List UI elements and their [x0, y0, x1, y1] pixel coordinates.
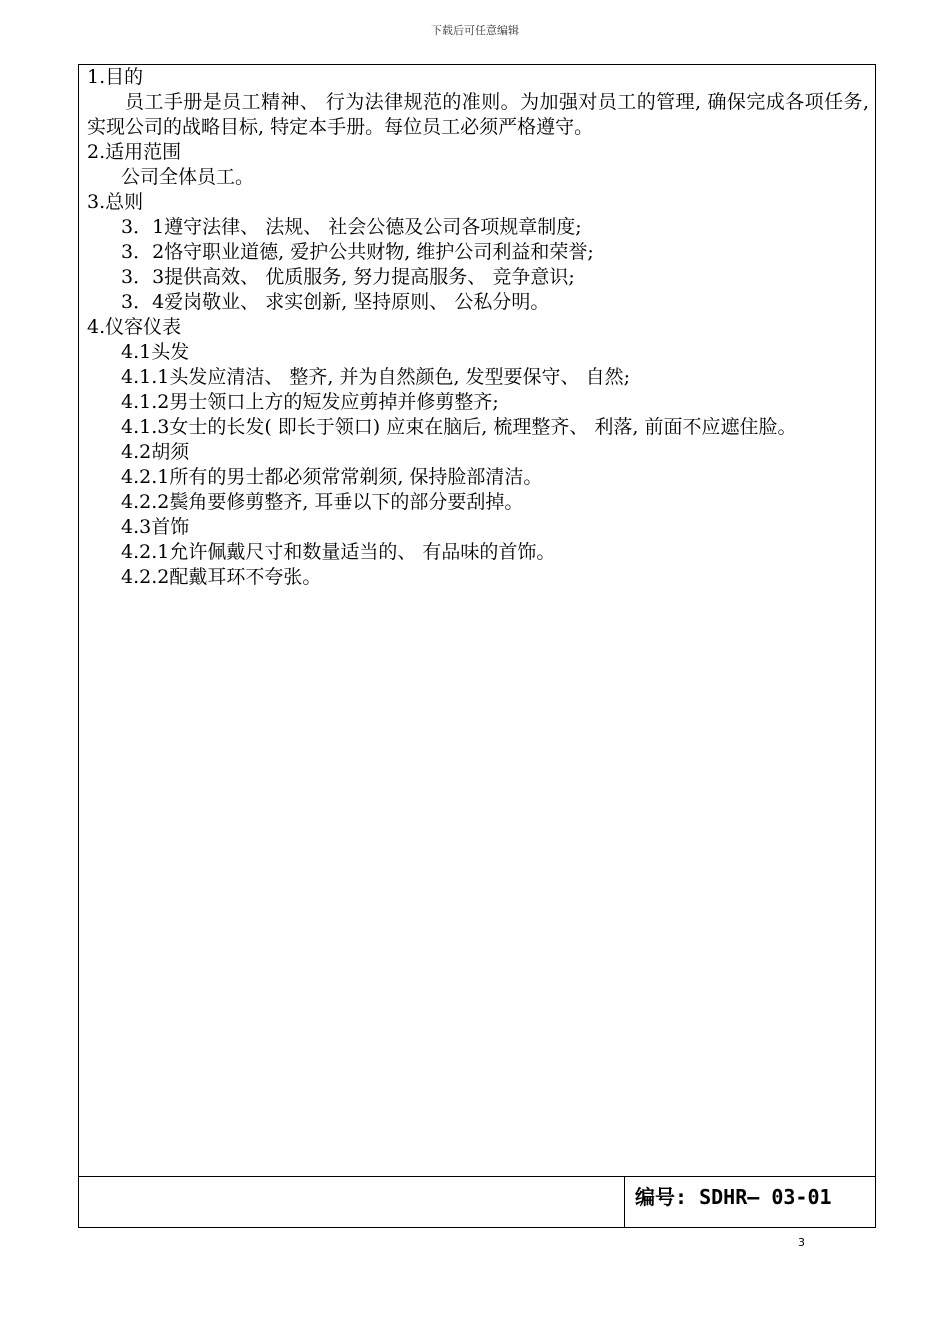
subsection-beard-title: 4.2胡须 — [121, 441, 190, 463]
section-purpose-text: 员工手册是员工精神、 行为法律规范的准则。为加强对员工的管理, 确保完成各项任务, 实现公司的战略目标, 特定本手册。每位员工必须严格遵守。 — [87, 91, 869, 138]
general-item: 3．1遵守法律、 法规、 社会公德及公司各项规章制度; — [121, 216, 582, 238]
beard-item: 4.2.1所有的男士都必须常常剃须, 保持脸部清洁。 — [121, 466, 543, 488]
section-scope-text: 公司全体员工。 — [121, 166, 255, 188]
general-item: 3．3提供高效、 优质服务, 努力提高服务、 竞争意识; — [121, 266, 575, 288]
hair-item: 4.1.1头发应清洁、 整齐, 并为自然颜色, 发型要保守、 自然; — [121, 366, 630, 388]
page-number: 3 — [798, 1236, 805, 1249]
subsection-hair-title: 4.1头发 — [121, 341, 190, 363]
section-general-title: 3.总则 — [87, 191, 144, 213]
general-item: 3．2恪守职业道德, 爱护公共财物, 维护公司利益和荣誉; — [121, 241, 594, 263]
jewelry-item: 4.2.2配戴耳环不夸张。 — [121, 566, 322, 588]
footer-row — [79, 1176, 875, 1227]
document-content — [87, 65, 869, 590]
page-header: 下载后可任意编辑 — [431, 24, 519, 37]
section-purpose-title: 1.目的 — [87, 66, 144, 88]
section-scope-title: 2.适用范围 — [87, 141, 182, 163]
hair-item: 4.1.2男士领口上方的短发应剪掉并修剪整齐; — [121, 391, 499, 413]
section-appearance-title: 4.仪容仪表 — [87, 316, 182, 338]
subsection-jewelry-title: 4.3首饰 — [121, 516, 190, 538]
general-item: 3．4爱岗敬业、 求实创新, 坚持原则、 公私分明。 — [121, 291, 550, 313]
document-code: 编号: SDHR— 03-01 — [635, 1185, 832, 1209]
beard-item: 4.2.2鬓角要修剪整齐, 耳垂以下的部分要刮掉。 — [121, 491, 524, 513]
jewelry-item: 4.2.1允许佩戴尺寸和数量适当的、 有品味的首饰。 — [121, 541, 556, 563]
hair-item: 4.1.3女士的长发( 即长于领口) 应束在脑后, 梳理整齐、 利落, 前面不应遮住脸。 — [121, 416, 797, 438]
document-frame — [78, 64, 876, 1228]
footer-divider — [624, 1177, 625, 1227]
